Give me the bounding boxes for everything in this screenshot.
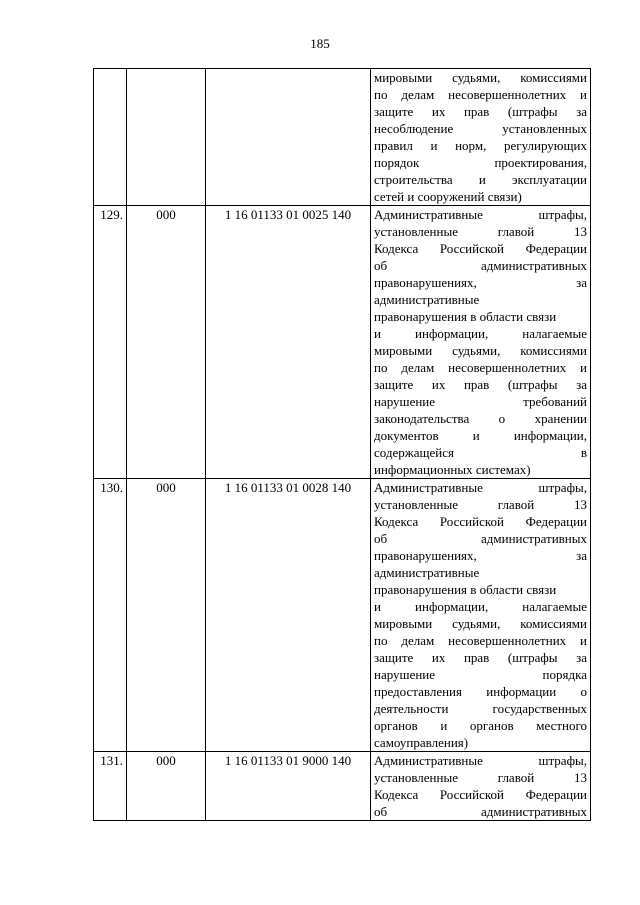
description-line: об административных [374, 258, 587, 273]
description-line: защите их прав (штрафы за [374, 104, 587, 119]
description-line: административные [374, 292, 480, 307]
description-line: по делам несовершеннолетних и [374, 360, 587, 375]
description-cell [371, 479, 591, 752]
description-line: правонарушения в области связи [374, 309, 557, 324]
budget-code-table [93, 68, 591, 821]
description-line: правонарушения в области связи [374, 582, 557, 597]
table-row [94, 206, 591, 479]
description-line: защите их прав (штрафы за [374, 650, 587, 665]
admin-code-cell: 000 [127, 752, 206, 821]
table-row [94, 479, 591, 752]
description-line: правонарушениях, за [374, 548, 587, 563]
description-line: органов и органов местного [374, 718, 587, 733]
description-line: Административные штрафы, [374, 207, 587, 222]
page-number: 185 [310, 36, 330, 51]
description-line: правил и норм, регулирующих [374, 138, 587, 153]
description-line: об административных [374, 804, 587, 819]
description-line: административные [374, 565, 480, 580]
description-line: по делам несовершеннолетних и [374, 633, 587, 648]
description-line: Кодекса Российской Федерации [374, 787, 587, 802]
description-line: об административных [374, 531, 587, 546]
budget-code-cell: 1 16 01133 01 0025 140 [206, 206, 371, 479]
description-line: нарушение порядка [374, 667, 587, 682]
row-number-cell: 129. [94, 206, 127, 479]
description-line: защите их прав (штрафы за [374, 377, 587, 392]
description-line: и информации, налагаемые [374, 326, 587, 341]
description-line: мировыми судьями, комиссиями [374, 616, 587, 631]
row-number-cell [94, 69, 127, 206]
table-body [94, 69, 591, 821]
description-line: правонарушениях, за [374, 275, 587, 290]
description-line: информационных системах) [374, 462, 531, 477]
table-row [94, 69, 591, 206]
description-cell [371, 752, 591, 821]
description-line: несоблюдение установленных [374, 121, 587, 136]
description-cell [371, 69, 591, 206]
description-line: мировыми судьями, комиссиями [374, 70, 587, 85]
description-line: Административные штрафы, [374, 753, 587, 768]
description-line: Кодекса Российской Федерации [374, 241, 587, 256]
budget-code-cell [206, 69, 371, 206]
admin-code-cell: 000 [127, 206, 206, 479]
description-line: установленные главой 13 [374, 224, 587, 239]
admin-code-cell: 000 [127, 479, 206, 752]
table-row [94, 752, 591, 821]
description-line: и информации, налагаемые [374, 599, 587, 614]
row-number-cell: 131. [94, 752, 127, 821]
description-line: нарушение требований [374, 394, 587, 409]
admin-code-cell [127, 69, 206, 206]
budget-code-cell: 1 16 01133 01 9000 140 [206, 752, 371, 821]
description-line: порядок проектирования, [374, 155, 587, 170]
budget-code-cell: 1 16 01133 01 0028 140 [206, 479, 371, 752]
description-line: установленные главой 13 [374, 497, 587, 512]
description-line: мировыми судьями, комиссиями [374, 343, 587, 358]
description-line: законодательства о хранении [374, 411, 587, 426]
description-line: документов и информации, [374, 428, 587, 443]
description-line: Административные штрафы, [374, 480, 587, 495]
description-line: предоставления информации о [374, 684, 587, 699]
description-line: по делам несовершеннолетних и [374, 87, 587, 102]
description-cell [371, 206, 591, 479]
description-line: самоуправления) [374, 735, 469, 750]
row-number-cell: 130. [94, 479, 127, 752]
description-line: строительства и эксплуатации [374, 172, 587, 187]
description-line: деятельности государственных [374, 701, 587, 716]
description-line: установленные главой 13 [374, 770, 587, 785]
description-line: сетей и сооружений связи) [374, 189, 522, 204]
description-line: содержащейся в [374, 445, 587, 460]
description-line: Кодекса Российской Федерации [374, 514, 587, 529]
